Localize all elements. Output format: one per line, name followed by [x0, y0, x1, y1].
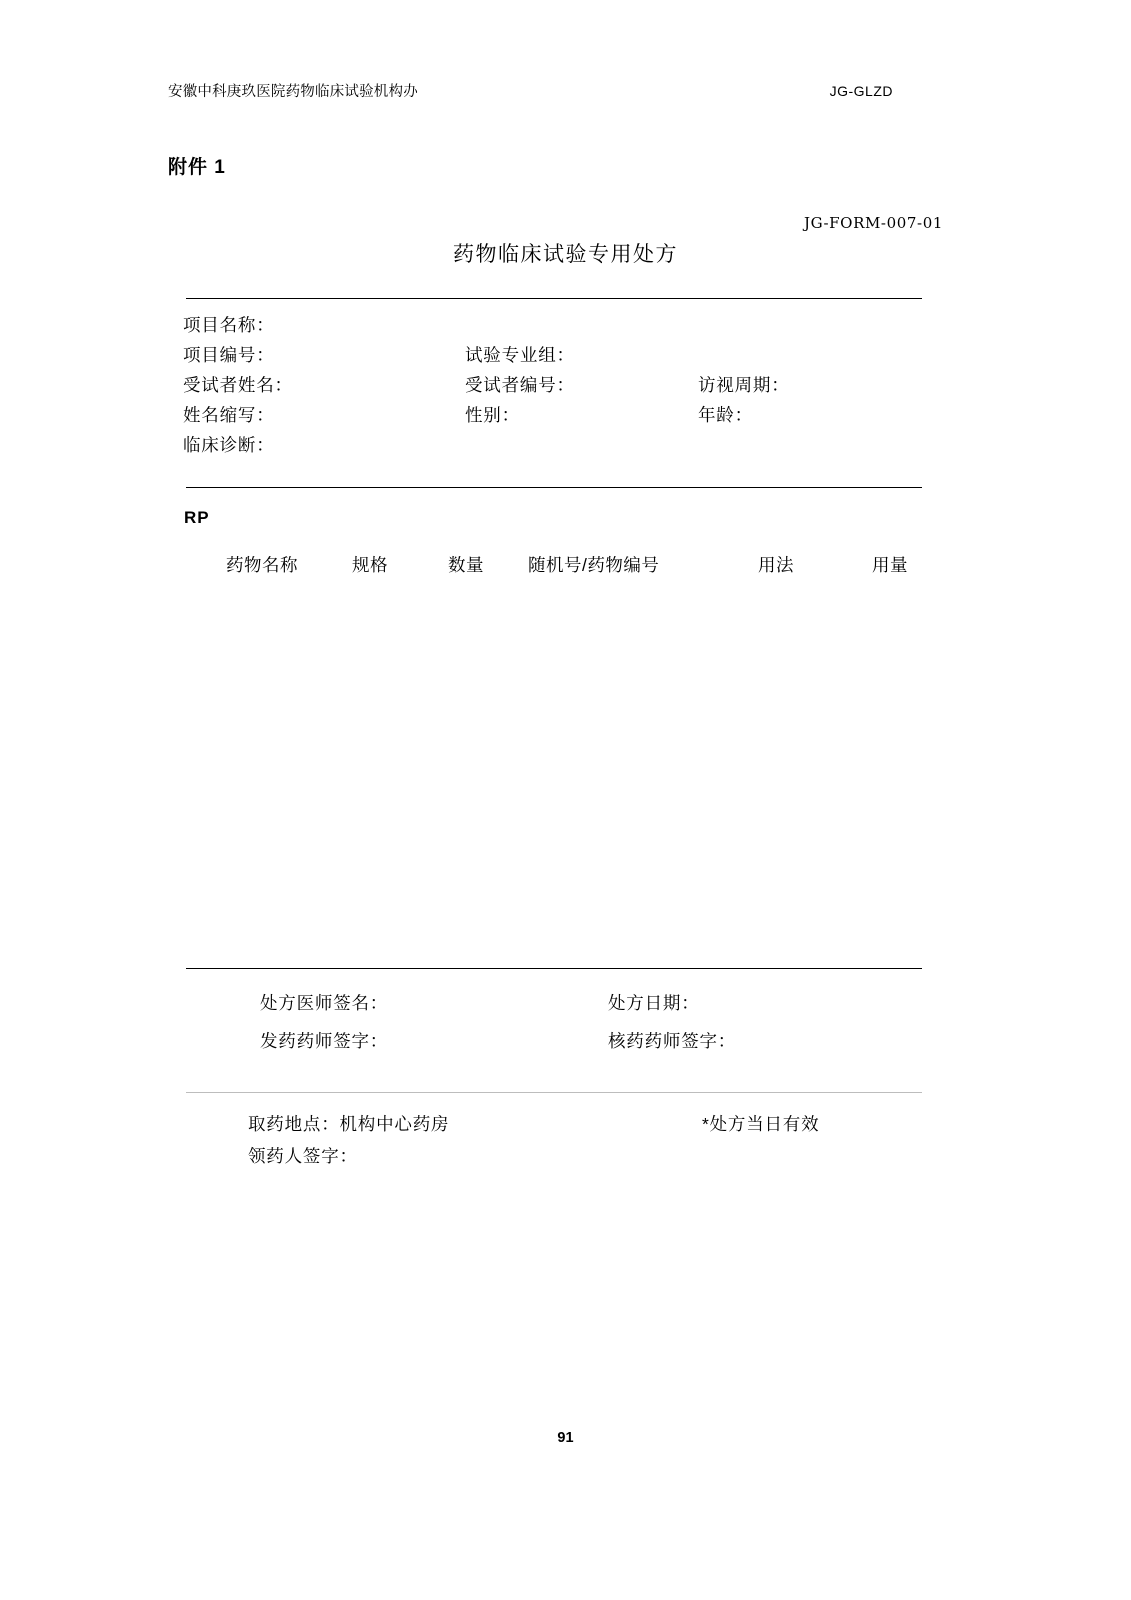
- page-title: 药物临床试验专用处方: [453, 243, 678, 266]
- field-label-clinical-diagnosis: 临床诊断：: [183, 435, 275, 455]
- column-header-random-no: 随机号/药物编号: [528, 555, 660, 575]
- project-info-block: [183, 310, 923, 460]
- field-label-prescription-date: 处方日期：: [608, 993, 700, 1013]
- info-row: [183, 370, 923, 400]
- field-label-subject-name: 受试者姓名：: [183, 375, 293, 395]
- divider-notes-top: [186, 1092, 922, 1093]
- field-label-gender: 性别：: [465, 405, 520, 425]
- info-row: [183, 400, 923, 430]
- field-label-checking-pharmacist: 核药药师签字：: [608, 1031, 737, 1051]
- notes-row: [186, 1108, 922, 1140]
- header-doc-code: JG-GLZD: [829, 83, 893, 99]
- notes-row: [186, 1140, 922, 1172]
- field-label-receiver-signature: 领药人签字：: [248, 1146, 358, 1166]
- field-label-dispensing-pharmacist: 发药药师签字：: [260, 1031, 389, 1051]
- header-institution: 安徽中科庚玖医院药物临床试验机构办: [168, 84, 418, 100]
- column-header-dose: 用量: [872, 555, 908, 575]
- divider-signature-top: [186, 968, 922, 969]
- info-row: [183, 430, 923, 460]
- field-label-project-name: 项目名称：: [183, 315, 275, 335]
- divider-middle: [186, 487, 922, 488]
- field-label-age: 年龄：: [698, 405, 753, 425]
- field-label-name-abbr: 姓名缩写：: [183, 405, 275, 425]
- form-code: JG-FORM-007-01: [804, 214, 943, 232]
- attachment-label: 附件 1: [168, 157, 226, 178]
- page-number: 91: [557, 1430, 574, 1446]
- info-row: [183, 340, 923, 370]
- field-label-project-no: 项目编号：: [183, 345, 275, 365]
- document-header: [168, 80, 893, 101]
- signature-row: [186, 1022, 922, 1060]
- field-label-trial-group: 试验专业组：: [465, 345, 575, 365]
- rp-label: RP: [184, 508, 210, 527]
- divider-top: [186, 298, 922, 299]
- field-label-subject-no: 受试者编号：: [465, 375, 575, 395]
- column-header-quantity: 数量: [448, 555, 484, 575]
- info-row: [183, 310, 923, 340]
- prescription-table-header: [186, 552, 922, 582]
- note-validity: *处方当日有效: [702, 1114, 820, 1134]
- signature-row: [186, 984, 922, 1022]
- field-label-prescriber-signature: 处方医师签名：: [260, 993, 389, 1013]
- column-header-spec: 规格: [352, 555, 388, 575]
- column-header-drug-name: 药物名称: [226, 555, 298, 575]
- notes-block: [186, 1108, 922, 1172]
- column-header-usage: 用法: [758, 555, 794, 575]
- field-label-visit-cycle: 访视周期：: [698, 375, 790, 395]
- signature-block: [186, 984, 922, 1060]
- note-pickup-location: 取药地点：机构中心药房: [248, 1114, 450, 1134]
